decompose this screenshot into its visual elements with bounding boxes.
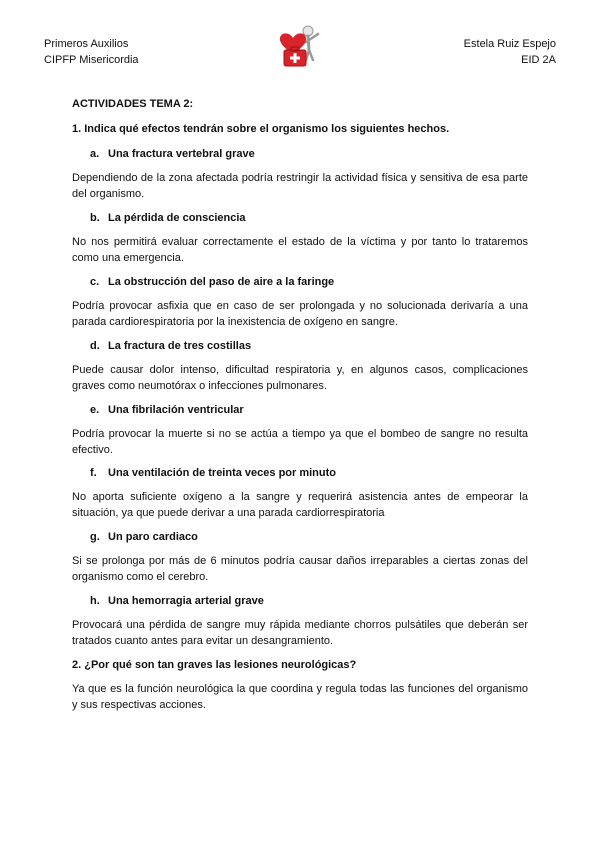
- item-text-f: No aporta suficiente oxígeno a la sangre y requerirá asistencia antes de empeorar la situación, ya que puede derivar a una parada cardiorrespiratoria: [72, 491, 528, 519]
- item-text-c: Podría provocar asfixia que en caso de ser prolongada y no solucionada derivaría a una parada cardiorespiratoria por la inexistencia de oxígeno en sangre.: [72, 300, 528, 328]
- item-text-a: Dependiendo de la zona afectada podría restringir la actividad física y sensitiva de esa parte del organismo.: [72, 172, 528, 200]
- item-text-e: Podría provocar la muerte si no se actúa a tiempo ya que el bombeo de sangre no resulta efectivo.: [72, 428, 528, 456]
- item-letter: d.: [90, 340, 100, 352]
- item-title-text: La pérdida de consciencia: [108, 212, 246, 224]
- item-letter: e.: [90, 404, 100, 416]
- item-title-c: [72, 275, 334, 289]
- header-left: [44, 36, 139, 68]
- page-heading: ACTIVIDADES TEMA 2:: [72, 98, 194, 110]
- item-letter: b.: [90, 212, 100, 224]
- item-title-f: [72, 466, 336, 480]
- header-right: [464, 36, 556, 68]
- item-text-d: Puede causar dolor intenso, dificultad respiratoria y, en algunos casos, complicaciones graves como neumotórax o infecciones pulmonares.: [72, 364, 528, 392]
- item-letter: h.: [90, 595, 100, 607]
- group-code: EID 2A: [521, 54, 556, 66]
- first-aid-logo-icon: [276, 24, 324, 70]
- item-text-h: Provocará una pérdida de sangre muy rápida mediante chorros pulsátiles que deberán ser tratados cuanto antes para evitar un desangramiento.: [72, 619, 528, 647]
- item-title-b: [72, 211, 246, 225]
- item-text-g: Si se prolonga por más de 6 minutos podría causar daños irreparables a ciertas zonas del organismo como el cerebro.: [72, 555, 528, 583]
- answer-2: Ya que es la función neurológica la que coordina y regula todas las funciones del organismo y sus respectivas acciones.: [72, 683, 528, 711]
- item-title-a: [72, 147, 255, 161]
- item-letter: f.: [90, 467, 97, 479]
- item-letter: c.: [90, 276, 100, 288]
- item-title-h: [72, 594, 264, 608]
- item-title-text: Una hemorragia arterial grave: [108, 595, 264, 607]
- item-title-text: Una fractura vertebral grave: [108, 148, 255, 160]
- school-name: CIPFP Misericordia: [44, 54, 139, 66]
- item-letter: a.: [90, 148, 100, 160]
- item-title-text: Un paro cardiaco: [108, 531, 198, 543]
- item-title-d: [72, 339, 251, 353]
- item-title-text: La obstrucción del paso de aire a la faringe: [108, 276, 335, 288]
- course-name: Primeros Auxilios: [44, 38, 129, 50]
- question-2: 2. ¿Por qué son tan graves las lesiones neurológicas?: [72, 659, 357, 671]
- author-name: Estela Ruiz Espejo: [463, 38, 556, 50]
- item-title-text: Una ventilación de treinta veces por minuto: [108, 467, 336, 479]
- item-title-g: [72, 530, 198, 544]
- item-title-e: [72, 403, 244, 417]
- item-text-b: No nos permitirá evaluar correctamente el estado de la víctima y por tanto lo trataremos como una emergencia.: [72, 236, 528, 264]
- item-letter: g.: [90, 531, 100, 543]
- question-1: 1. Indica qué efectos tendrán sobre el organismo los siguientes hechos.: [72, 123, 450, 135]
- item-title-text: La fractura de tres costillas: [108, 340, 252, 352]
- item-title-text: Una fibrilación ventricular: [108, 404, 244, 416]
